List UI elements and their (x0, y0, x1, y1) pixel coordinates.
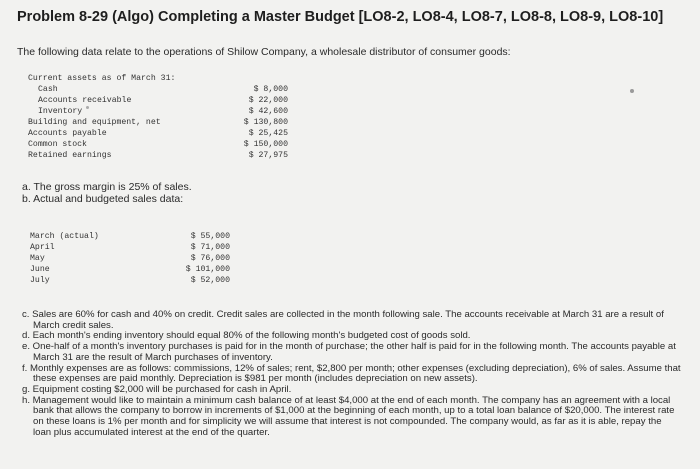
balance-header-row (28, 73, 288, 84)
notes-ab (22, 181, 192, 205)
row-label: Accounts receivable (38, 96, 132, 105)
table-row (28, 95, 288, 106)
note-c: c. Sales are 60% for cash and 40% on credit. Credit sales are collected in the month following sale. The accounts receivable at March 31 are a result of March credit sales. (22, 309, 664, 331)
note-g: g. Equipment costing $2,000 will be purchased for cash in April. (22, 383, 292, 395)
decorative-dot (86, 106, 89, 109)
note-d: d. Each month's ending inventory should equal 80% of the following month's budgeted cost of goods sold. (22, 330, 471, 342)
row-value: $ 8,000 (253, 85, 288, 94)
note-f: f. Monthly expenses are as follows: commissions, 12% of sales; rent, $2,800 per month; other expenses (excluding depreciation), 6% of sales. Assume that these expenses are paid monthly. Depreciation is $981 per month (includes depreciation on new assets). (22, 362, 681, 385)
balance-header: Current assets as of March 31: (28, 74, 176, 83)
table-row (30, 253, 230, 264)
row-value: $ 55,000 (190, 232, 230, 241)
row-value: $ 130,800 (243, 118, 288, 127)
table-row (30, 231, 230, 242)
note-b: b. Actual and budgeted sales data: (22, 193, 184, 205)
row-value: $ 150,000 (243, 140, 288, 149)
row-value: $ 76,000 (190, 254, 230, 263)
table-row (30, 264, 230, 275)
row-label: Retained earnings (28, 151, 112, 160)
row-value: $ 27,975 (248, 151, 288, 160)
balance-sheet-table (28, 73, 288, 161)
table-row (28, 139, 288, 150)
row-label: May (30, 254, 45, 263)
note-e: e. One-half of a month's inventory purchases is paid for in the month of purchase; the other half is paid for in the following month. The accounts payable at March 31 are the result of March purchases of inventory. (22, 341, 676, 363)
note-h: h. Management would like to maintain a minimum cash balance of at least $4,000 at the end of each month. The company has an agreement with a local bank that allows the company to borrow in increments of $1,000 at the beginning of each month, up to a total loan balance of $20,000. The interest rate on these loans is 1% per month and for simplicity we will assume that interest is not compounded. The company would, as far as it is able, repay the loan plus accumulated interest at the end of the quarter. (22, 394, 675, 438)
table-row (28, 128, 288, 139)
row-label: Inventory (38, 107, 83, 116)
decorative-dot (630, 89, 634, 93)
row-label: Building and equipment, net (28, 118, 161, 127)
row-label: June (30, 265, 50, 274)
row-value: $ 25,425 (248, 129, 288, 138)
row-label: March (actual) (30, 232, 99, 241)
row-value: $ 22,000 (248, 96, 288, 105)
intro-text: The following data relate to the operations of Shilow Company, a wholesale distributor of consumer goods: (17, 46, 511, 58)
table-row (28, 150, 288, 161)
table-row (28, 84, 288, 95)
row-value: $ 101,000 (185, 265, 230, 274)
row-label: July (30, 276, 50, 285)
table-row (28, 106, 288, 117)
note-a: a. The gross margin is 25% of sales. (22, 181, 192, 193)
row-value: $ 71,000 (190, 243, 230, 252)
row-value: $ 42,600 (248, 107, 288, 116)
row-label: April (30, 243, 55, 252)
row-label: Common stock (28, 140, 87, 149)
row-value: $ 52,000 (190, 276, 230, 285)
sales-table (30, 231, 230, 286)
row-label: Cash (38, 85, 58, 94)
page-title: Problem 8-29 (Algo) Completing a Master Budget [LO8-2, LO8-4, LO8-7, LO8-8, LO8-9, LO8-10] (17, 9, 664, 25)
table-row (30, 275, 230, 286)
table-row (28, 117, 288, 128)
row-label: Accounts payable (28, 129, 107, 138)
notes-list (22, 310, 682, 438)
table-row (30, 242, 230, 253)
